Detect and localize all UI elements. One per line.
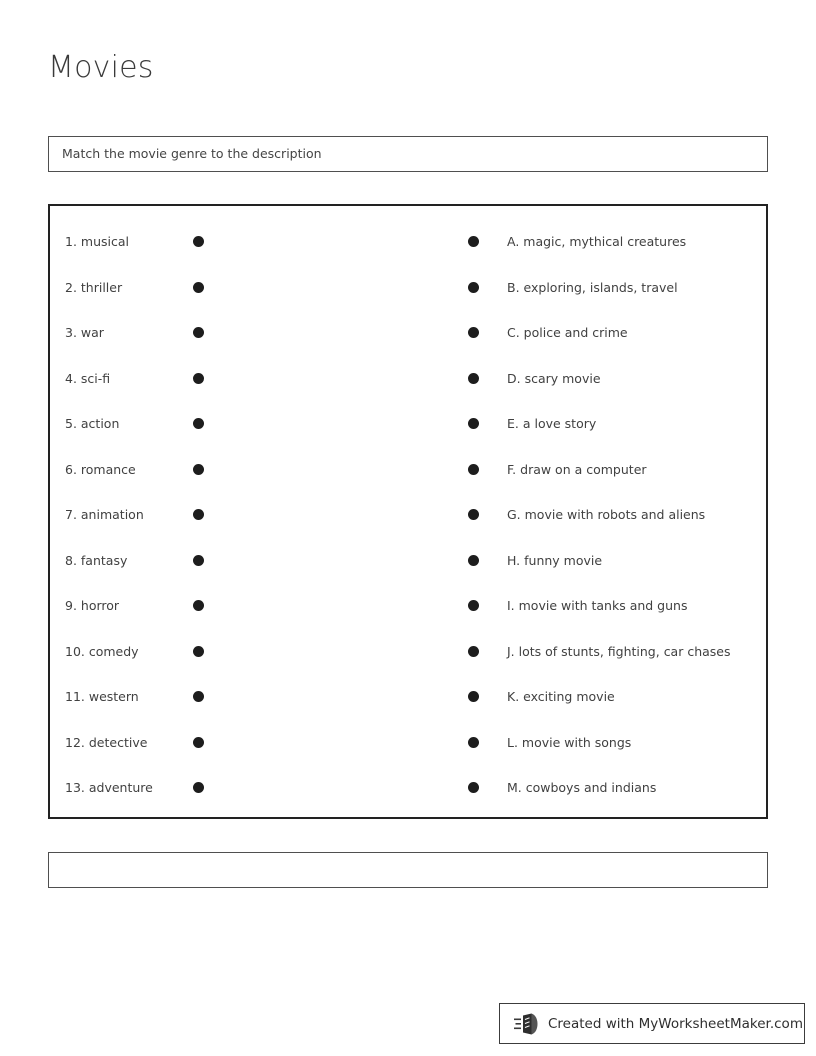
- right-connector-dot[interactable]: [468, 236, 479, 247]
- match-row: [50, 368, 766, 390]
- right-item-label: A. magic, mythical creatures: [507, 234, 687, 249]
- left-item-label: 13. adventure: [65, 780, 153, 795]
- right-connector-dot[interactable]: [468, 282, 479, 293]
- left-connector-dot[interactable]: [193, 373, 204, 384]
- left-item-label: 8. fantasy: [65, 552, 128, 568]
- match-row: [50, 686, 766, 708]
- page-title: Movies: [48, 50, 154, 85]
- right-item-label: K. exciting movie: [507, 689, 615, 704]
- match-row: [50, 277, 766, 299]
- right-item-label: C. police and crime: [507, 325, 628, 340]
- instruction-text: Match the movie genre to the description: [62, 146, 322, 161]
- instruction-box: [48, 136, 768, 172]
- right-item-label: D. scary movie: [507, 370, 601, 386]
- footer-badge[interactable]: [499, 1003, 805, 1044]
- left-connector-dot[interactable]: [193, 509, 204, 520]
- left-item-label: 11. western: [65, 689, 139, 704]
- right-item-label: J. lots of stunts, fighting, car chases: [507, 643, 731, 659]
- left-item-label: 10. comedy: [65, 643, 139, 659]
- worksheet-maker-logo-icon: [514, 1012, 540, 1036]
- match-row: [50, 550, 766, 572]
- right-connector-dot[interactable]: [468, 691, 479, 702]
- left-connector-dot[interactable]: [193, 555, 204, 566]
- right-connector-dot[interactable]: [468, 782, 479, 793]
- left-connector-dot[interactable]: [193, 327, 204, 338]
- match-row: [50, 641, 766, 663]
- right-connector-dot[interactable]: [468, 418, 479, 429]
- right-item-label: G. movie with robots and aliens: [507, 507, 706, 522]
- right-connector-dot[interactable]: [468, 737, 479, 748]
- right-item-label: H. funny movie: [507, 552, 603, 568]
- right-connector-dot[interactable]: [468, 464, 479, 475]
- left-item-label: 2. thriller: [65, 279, 123, 295]
- right-connector-dot[interactable]: [468, 373, 479, 384]
- right-item-label: M. cowboys and indians: [507, 780, 657, 795]
- left-item-label: 12. detective: [65, 734, 148, 750]
- right-connector-dot[interactable]: [468, 646, 479, 657]
- left-connector-dot[interactable]: [193, 418, 204, 429]
- left-item-label: 3. war: [65, 325, 104, 340]
- left-connector-dot[interactable]: [193, 236, 204, 247]
- right-item-label: F. draw on a computer: [507, 461, 647, 477]
- right-connector-dot[interactable]: [468, 327, 479, 338]
- right-item-label: L. movie with songs: [507, 734, 632, 750]
- match-row: [50, 322, 766, 344]
- right-item-label: I. movie with tanks and guns: [507, 598, 688, 613]
- answer-box[interactable]: [48, 852, 768, 888]
- matching-exercise-box: [48, 204, 768, 819]
- right-connector-dot[interactable]: [468, 600, 479, 611]
- match-row: [50, 413, 766, 435]
- left-connector-dot[interactable]: [193, 464, 204, 475]
- match-row: [50, 732, 766, 754]
- left-item-label: 1. musical: [65, 234, 129, 249]
- left-item-label: 7. animation: [65, 507, 144, 522]
- left-item-label: 5. action: [65, 416, 120, 431]
- match-row: [50, 459, 766, 481]
- right-item-label: E. a love story: [507, 416, 597, 431]
- left-item-label: 4. sci-fi: [65, 370, 111, 386]
- footer-badge-text: Created with MyWorksheetMaker.com: [548, 1015, 803, 1032]
- left-connector-dot[interactable]: [193, 691, 204, 702]
- matching-rows: [50, 206, 766, 817]
- right-item-label: B. exploring, islands, travel: [507, 279, 678, 295]
- right-connector-dot[interactable]: [468, 509, 479, 520]
- left-item-label: 6. romance: [65, 461, 136, 477]
- left-connector-dot[interactable]: [193, 737, 204, 748]
- left-connector-dot[interactable]: [193, 782, 204, 793]
- match-row: [50, 504, 766, 526]
- left-connector-dot[interactable]: [193, 600, 204, 611]
- match-row: [50, 231, 766, 253]
- match-row: [50, 595, 766, 617]
- right-connector-dot[interactable]: [468, 555, 479, 566]
- match-row: [50, 777, 766, 799]
- left-connector-dot[interactable]: [193, 646, 204, 657]
- left-connector-dot[interactable]: [193, 282, 204, 293]
- left-item-label: 9. horror: [65, 598, 120, 613]
